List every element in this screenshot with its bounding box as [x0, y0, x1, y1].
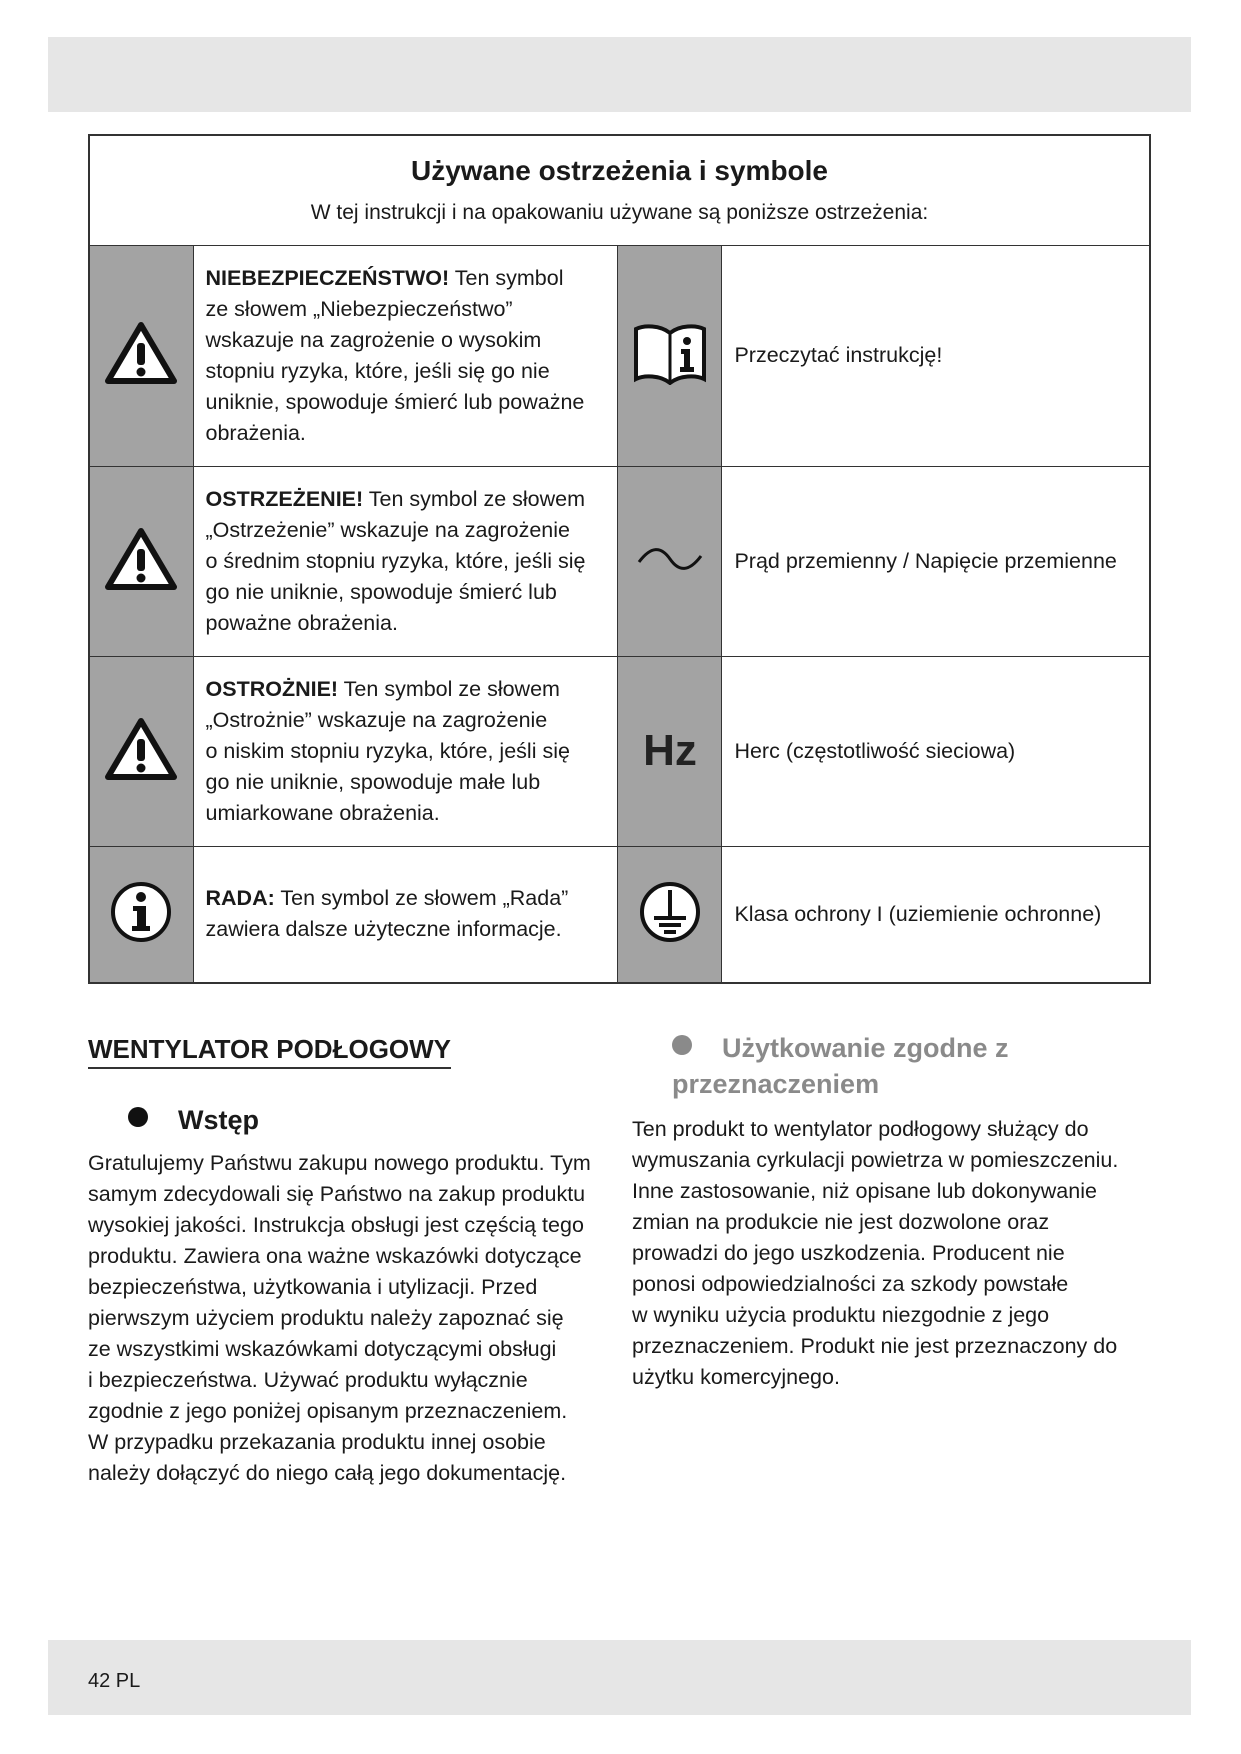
intro-heading [128, 1102, 259, 1138]
table-row [89, 245, 1150, 466]
warning-triangle-icon [89, 245, 193, 466]
usage-heading-line: Użytkowanie zgodne z [722, 1033, 1009, 1063]
alternating-current-text: Prąd przemienny / Napięcie przemienne [722, 466, 1150, 656]
hertz-symbol: Hz [643, 726, 697, 775]
hertz-icon [618, 656, 722, 846]
table-row [89, 466, 1150, 656]
bullet-icon [128, 1107, 148, 1127]
warning-triangle-icon [89, 656, 193, 846]
table-title: Używane ostrzeżenia i symbole [410, 155, 829, 187]
alternating-current-icon [618, 466, 722, 656]
page-number: 42 PL [88, 1670, 141, 1692]
usage-paragraph: Ten produkt to wentylator podłogowy służący do wymuszania cyrkulacji powietrza w pomieszczeniu. Inne zastosowanie, niż opisane lub dokonywanie zmian na produkcie nie jest dozwolone oraz prowadzi do jego uszkodzenia. Producent nie ponosi odpowiedzialności za szkody powstałe w wyniku użycia produktu niezgodnie z jego przeznaczeniem. Produkt nie jest przeznaczony do użytku komercyjnego. [632, 1117, 1119, 1389]
warning-description: OSTRZEŻENIE! Ten symbol ze słowem „Ostrzeżenie” wskazuje na zagrożenie o średnim stopniu ryzyka, które, jeśli się go nie uniknie, spowoduje śmierć lub poważne obrażenia. [193, 466, 618, 656]
bullet-icon [672, 1035, 692, 1055]
intro-heading-text: Wstęp [178, 1105, 259, 1135]
footer-band [48, 1640, 1191, 1715]
intro-paragraph: Gratulujemy Państwu zakupu nowego produktu. Tym samym zdecydowali się Państwo na zakup produktu wysokiej jakości. Instrukcja obsługi jest częścią tego produktu. Zawiera ona ważne wskazówki dotyczące bezpieczeństwa, użytkowania i utylizacji. Przed pierwszym użyciem produktu należy zapoznać się ze wszystkimi wskazówkami dotyczącymi obsługi i bezpieczeństwa. Używać produktu wyłącznie zgodnie z jego poniżej opisanym przeznaczeniem. W przypadku przekazania produktu innej osobie należy dołączyć do niego całą jego dokumentację. [88, 1151, 591, 1485]
hertz-text: Herc (częstotliwość sieciowa) [722, 656, 1150, 846]
table-subtitle: W tej instrukcji i na opakowaniu używane są poniższe ostrzeżenia: [310, 201, 929, 225]
tip-description: RADA: Ten symbol ze słowem „Rada” zawiera dalsze użyteczne informacje. [193, 846, 618, 983]
header-band [48, 37, 1191, 112]
read-manual-text: Przeczytać instrukcję! [722, 245, 1150, 466]
danger-description: NIEBEZPIECZEŃSTWO! Ten symbol ze słowem „Niebezpieczeństwo” wskazuje na zagrożenie o wysokim stopniu ryzyka, które, jeśli się go nie uniknie, spowoduje śmierć lub poważne obrażenia. [193, 245, 618, 466]
read-manual-icon [618, 245, 722, 466]
info-icon [89, 846, 193, 983]
caution-description: OSTROŻNIE! Ten symbol ze słowem „Ostrożnie” wskazuje na zagrożenie o niskim stopniu ryzyka, które, jeśli się go nie uniknie, spowoduje małe lub umiarkowane obrażenia. [193, 656, 618, 846]
usage-heading [672, 1030, 1009, 1102]
table-row [89, 846, 1150, 983]
usage-heading-line: przeznaczeniem [672, 1069, 880, 1099]
warning-triangle-icon [89, 466, 193, 656]
protective-earth-icon [618, 846, 722, 983]
protective-earth-text: Klasa ochrony I (uziemienie ochronne) [722, 846, 1150, 983]
table-row [89, 656, 1150, 846]
section-title: WENTYLATOR PODŁOGOWY [88, 1034, 451, 1069]
table-header [89, 135, 1150, 245]
symbols-table [88, 134, 1151, 984]
